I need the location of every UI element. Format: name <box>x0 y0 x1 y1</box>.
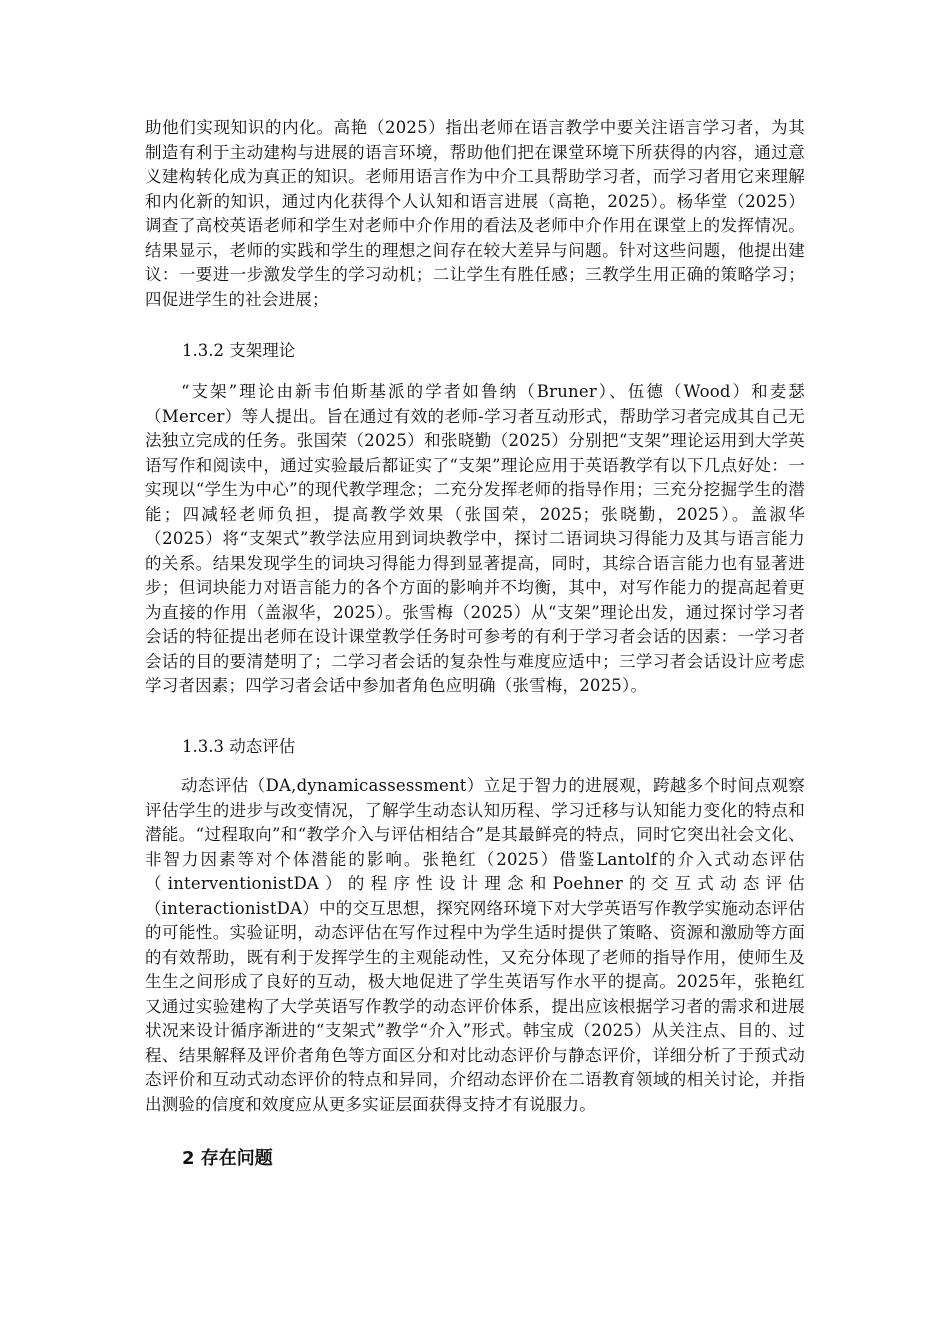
section-heading-dynamic-assessment: 1.3.3 动态评估 <box>182 737 296 756</box>
paragraph-dynamic-assessment: 动态评估（DA,dynamicassessment）立足于智力的进展观，跨越多个时间点观察评估学生的进步与改变情况，了解学生动态认知历程、学习迁移与认知能力变化的特点和潜能。“过程取向”和“教学介入与评估相结合”是其最鲜亮的特点，同时它突出社会文化、非智力因素等对个体潜能的影响。张艳红（2025）借鉴Lantolf的介入式动态评估（interventionistDA）的程序性设计理念和Poehner的交互式动态评估（interactionistDA）中的交互思想，探究网络环境下对大学英语写作教学实施动态评估的可能性。实验证明，动态评估在写作过程中为学生适时提供了策略、资源和激励等方面的有效帮助，既有利于发挥学生的主观能动性，又充分体现了老师的指导作用，使师生及生生之间形成了良好的互动，极大地促进了学生英语写作水平的提高。2025年，张艳红又通过实验建构了大学英语写作教学的动态评价体系，提出应该根据学习者的需求和进展状况来设计循序渐进的“支架式”教学“介入”形式。韩宝成（2025）从关注点、目的、过程、结果解释及评价者角色等方面区分和对比动态评价与静态评价，详细分析了于预式动态评价和互动式动态评价的特点和异同，介绍动态评价在二语教育领域的相关讨论，并指出测验的信度和效度应从更多实证层面获得支持才有说服力。 <box>145 776 805 1114</box>
paragraph-mediation: 助他们实现知识的内化。高艳（2025）指出老师在语言教学中要关注语言学习者，为其制造有利于主动建构与进展的语言环境，帮助他们把在课堂环境下所获得的内容，通过意义建构转化成为真正的知识。老师用语言作为中介工具帮助学习者，而学习者用它来理解和内化新的知识，通过内化获得个人认知和语言进展（高艳，2025）。杨华堂（2025）调查了高校英语老师和学生对老师中介作用的看法及老师中介作用在课堂上的发挥情况。结果显示，老师的实践和学生的理想之间存在较大差异与问题。针对这些问题，他提出建议：一要进一步激发学生的学习动机；二让学生有胜任感；三教学生用正确的策略学习；四促进学生的社会进展； <box>145 118 805 309</box>
section-heading-scaffolding: 1.3.2 支架理论 <box>182 341 296 360</box>
paragraph-scaffolding: “支架”理论由新韦伯斯基派的学者如鲁纳（Bruner）、伍德（Wood）和麦瑟（Mercer）等人提出。旨在通过有效的老师-学习者互动形式，帮助学习者完成其自己无法独立完成的任务。张国荣（2025）和张晓勤（2025）分别把“支架”理论运用到大学英语写作和阅读中，通过实验最后都证实了“支架”理论应用于英语教学有以下几点好处：一实现以“学生为中心”的现代教学理念；二充分发挥老师的指导作用；三充分挖掘学生的潜能；四减轻老师负担，提高教学效果（张国荣，2025；张晓勤，2025）。盖淑华（2025）将“支架式”教学法应用到词块教学中，探讨二语词块习得能力及其与语言能力的关系。结果发现学生的词块习得能力得到显著提高，同时，其综合语言能力也有显著进步；但词块能力对语言能力的各个方面的影响并不均衡，其中，对写作能力的提高起着更为直接的作用（盖淑华，2025）。张雪梅（2025）从“支架”理论出发，通过探讨学习者会话的特征提出老师在设计课堂教学任务时可参考的有利于学习者会话的因素：一学习者会话的目的要清楚明了；二学习者会话的复杂性与难度应适中；三学习者会话设计应考虑学习者因素；四学习者会话中参加者角色应明确（张雪梅，2025）。 <box>145 382 805 695</box>
section-heading-existing-problems: 2 存在问题 <box>182 1148 273 1169</box>
